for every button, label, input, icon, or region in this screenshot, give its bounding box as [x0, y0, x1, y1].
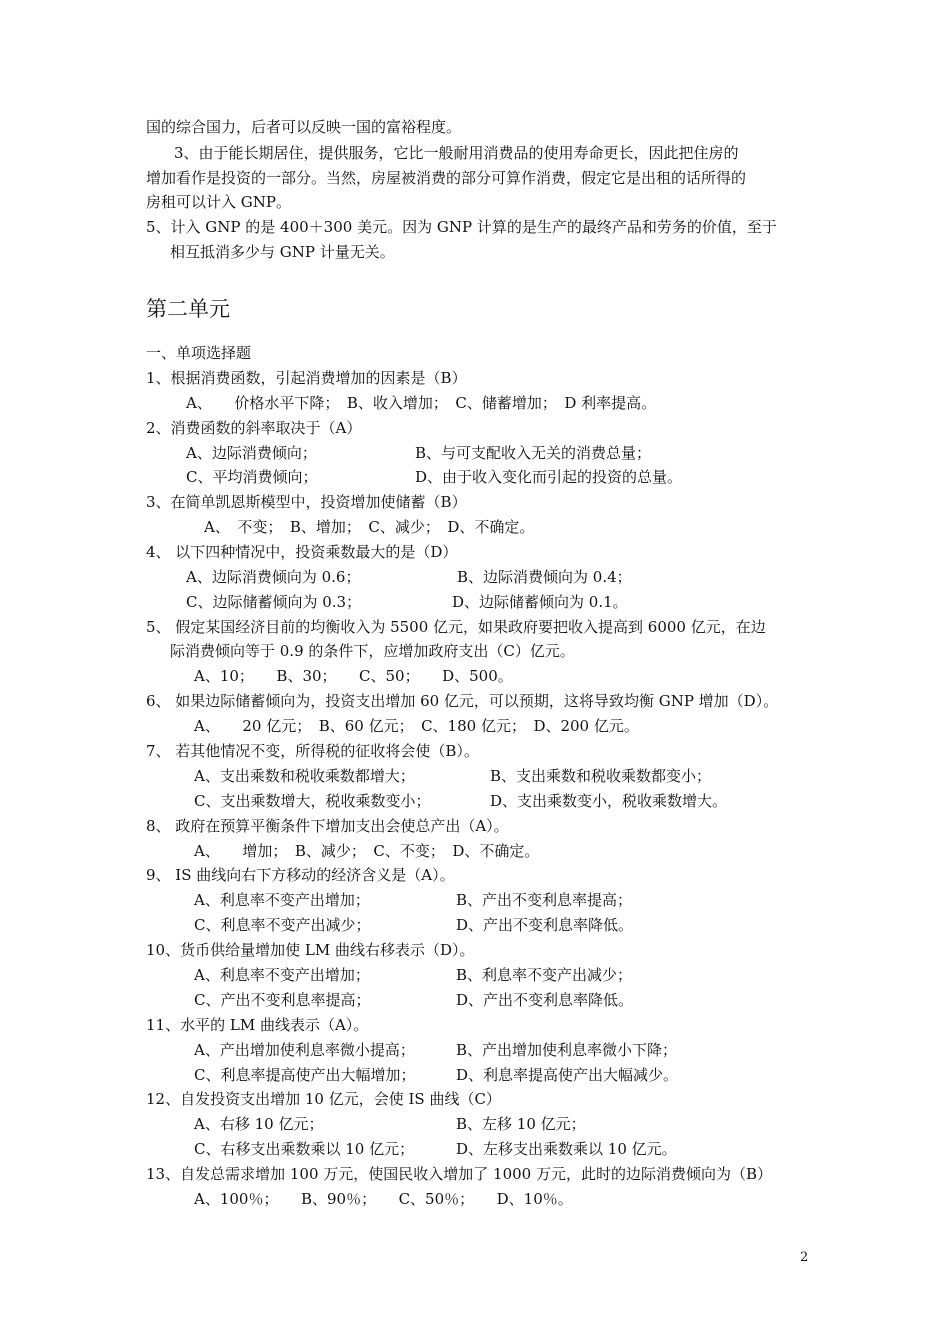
intro-line-3: 增加看作是投资的一部分。当然，房屋被消费的部分可算作消费，假定它是出租的话所得的 [146, 169, 747, 187]
q12-stem: 12、自发投资支出增加 10 亿元，会使 IS 曲线（C） [146, 1090, 501, 1108]
q4-option-c: C、边际储蓄倾向为 0.3； [186, 593, 362, 611]
q9-option-d: D、产出不变利息率降低。 [456, 916, 634, 934]
q6-stem: 6、 如果边际储蓄倾向为，投资支出增加 60 亿元，可以预期，这将导致均衡 GNP 增加（D）。 [146, 692, 779, 710]
q13-stem: 13、自发总需求增加 100 万元，使国民收入增加了 1000 万元，此时的边际消费倾向为（B） [146, 1165, 772, 1183]
q10-option-c: C、产出不变利息率提高； [194, 991, 371, 1009]
q5-stem-line-2: 际消费倾向等于 0.9 的条件下，应增加政府支出（C）亿元。 [170, 642, 575, 660]
q4-option-a: A、边际消费倾向为 0.6； [186, 568, 361, 586]
unit-title: 第二单元 [146, 297, 230, 321]
q6-options: A、 20 亿元； B、60 亿元； C、180 亿元； D、200 亿元。 [194, 717, 639, 735]
q8-stem: 8、 政府在预算平衡条件下增加支出会使总产出（A）。 [146, 817, 509, 835]
q2-option-b: B、与可支配收入无关的消费总量； [415, 444, 652, 462]
q11-option-d: D、利息率提高使产出大幅减少。 [456, 1066, 679, 1084]
q2-stem: 2、消费函数的斜率取决于（A） [146, 419, 362, 437]
intro-line-4: 房租可以计入 GNP。 [146, 193, 291, 211]
q4-stem: 4、 以下四种情况中，投资乘数最大的是（D） [146, 543, 458, 561]
q11-option-a: A、产出增加使利息率微小提高； [194, 1041, 415, 1059]
q9-option-c: C、利息率不变产出减少； [194, 916, 371, 934]
q7-option-d: D、支出乘数变小，税收乘数增大。 [490, 792, 728, 810]
intro-line-1: 国的综合国力，后者可以反映一国的富裕程度。 [146, 118, 462, 136]
q9-option-b: B、产出不变利息率提高； [456, 891, 633, 909]
q7-option-c: C、支出乘数增大，税收乘数变小； [194, 792, 431, 810]
q12-option-a: A、右移 10 亿元； [194, 1115, 324, 1133]
q11-stem: 11、水平的 LM 曲线表示（A）。 [146, 1016, 369, 1034]
intro-line-5: 5、计入 GNP 的是 400＋300 美元。因为 GNP 计算的是生产的最终产品和劳务的价值，至于 [146, 218, 777, 236]
q2-option-a: A、边际消费倾向； [186, 444, 317, 462]
q2-option-c: C、平均消费倾向； [186, 468, 318, 486]
q2-option-d: D、由于收入变化而引起的投资的总量。 [415, 468, 683, 486]
q3-stem: 3、在简单凯恩斯模型中，投资增加使储蓄（B） [146, 493, 467, 511]
q4-option-d: D、边际储蓄倾向为 0.1。 [452, 593, 628, 611]
section-title: 一、单项选择题 [146, 344, 252, 362]
q5-stem-line-1: 5、 假定某国经济目前的均衡收入为 5500 亿元，如果政府要把收入提高到 6000 亿元，在边 [146, 618, 766, 636]
intro-line-2: 3、由于能长期居住，提供服务，它比一般耐用消费品的使用寿命更长，因此把住房的 [174, 144, 739, 162]
q9-stem: 9、 IS 曲线向右下方移动的经济含义是（A）。 [146, 866, 455, 884]
q1-options: A、 价格水平下降； B、收入增加； C、储蓄增加； D 利率提高。 [186, 394, 657, 412]
q11-option-c: C、利息率提高使产出大幅增加； [194, 1066, 416, 1084]
q10-option-b: B、利息率不变产出减少； [456, 966, 633, 984]
q12-option-b: B、左移 10 亿元； [456, 1115, 586, 1133]
q11-option-b: B、产出增加使利息率微小下降； [456, 1041, 678, 1059]
q4-option-b: B、边际消费倾向为 0.4； [457, 568, 632, 586]
q13-options: A、100％； B、90％； C、50％； D、10％。 [194, 1190, 573, 1208]
q7-option-b: B、支出乘数和税收乘数都变小； [490, 767, 712, 785]
q7-stem: 7、 若其他情况不变，所得税的征收将会使（B）。 [146, 742, 479, 760]
q1-stem: 1、根据消费函数，引起消费增加的因素是（B） [146, 369, 467, 387]
q7-option-a: A、支出乘数和税收乘数都增大； [194, 767, 415, 785]
q5-options: A、10； B、30； C、50； D、500。 [194, 667, 513, 685]
q10-stem: 10、货币供给量增加使 LM 曲线右移表示（D）。 [146, 941, 475, 959]
q8-options: A、 增加； B、减少； C、不变； D、不确定。 [194, 842, 540, 860]
intro-line-6: 相互抵消多少与 GNP 计量无关。 [170, 243, 395, 261]
q9-option-a: A、利息率不变产出增加； [194, 891, 370, 909]
q12-option-c: C、右移支出乘数乘以 10 亿元； [194, 1140, 415, 1158]
page-number: 2 [800, 1250, 809, 1265]
q12-option-d: D、左移支出乘数乘以 10 亿元。 [456, 1140, 677, 1158]
q10-option-d: D、产出不变利息率降低。 [456, 991, 634, 1009]
q3-options: A、 不变； B、增加； C、减少； D、不确定。 [204, 518, 535, 536]
q10-option-a: A、利息率不变产出增加； [194, 966, 370, 984]
